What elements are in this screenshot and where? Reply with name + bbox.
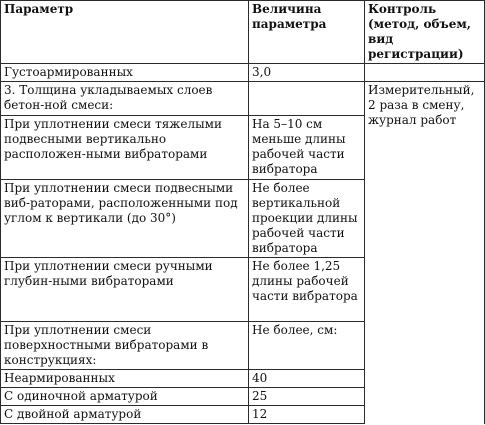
header-parameter: Параметр (1, 1, 249, 64)
value-cell: На 5–10 см меньше длины рабочей части вибратора (249, 116, 365, 180)
value-cell: 40 (249, 370, 365, 388)
value-cell: Не более, см: (249, 322, 365, 370)
value-cell: 3,0 (249, 64, 365, 82)
value-cell: Не более 1,25 длины рабочей части вибратора (249, 258, 365, 322)
table-row (1, 64, 485, 82)
parameter-cell: Густоармированных (1, 64, 249, 82)
parameter-cell: При уплотнении смеси тяжелыми подвесными вертикально расположен-ными вибраторами (1, 116, 249, 180)
parameter-cell: При уплотнении смеси подвесными виб-раторами, расположенными под углом к вертикали (до 30°) (1, 180, 249, 258)
control-cell: Измерительный, 2 раза в смену, журнал работ (365, 82, 485, 424)
parameter-cell: С одиночной арматурой (1, 388, 249, 406)
value-cell: 25 (249, 388, 365, 406)
table-row (1, 82, 485, 116)
table-header-row (1, 1, 485, 64)
value-cell: 12 (249, 406, 365, 424)
parameter-cell: При уплотнении смеси поверхностными вибраторами в конструкциях: (1, 322, 249, 370)
parameter-cell: Неармированных (1, 370, 249, 388)
header-value: Величина параметра (249, 1, 365, 64)
parameter-cell: При уплотнении смеси ручными глубин-ными вибраторами (1, 258, 249, 322)
value-cell (249, 82, 365, 116)
value-cell: Не более вертикальной проекции длины рабочей части вибратора (249, 180, 365, 258)
control-cell (365, 64, 485, 82)
header-control: Контроль (метод, объем, вид регистрации) (365, 1, 485, 64)
parameter-cell: 3. Толщина укладываемых слоев бетон-ной смеси: (1, 82, 249, 116)
parameter-cell: С двойной арматурой (1, 406, 249, 424)
